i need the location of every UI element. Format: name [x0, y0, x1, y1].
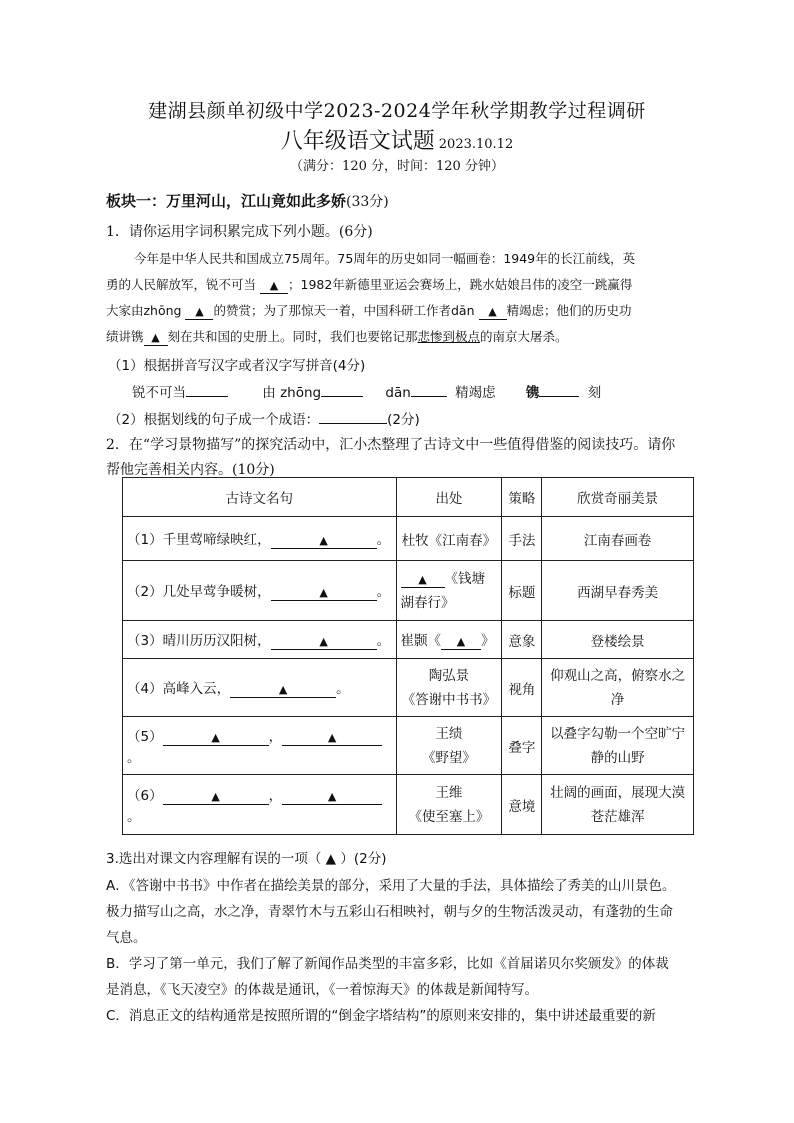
- poem-line-cell: [123, 659, 397, 717]
- triangle-marker: ▲: [488, 305, 497, 318]
- sub2-label: （2）根据划线的句子成一个成语：: [108, 412, 320, 428]
- row-number: （4）: [127, 681, 163, 697]
- triangle-marker: ▲: [418, 572, 427, 586]
- score-time: （满分：120 分，时间：120 分钟）: [290, 159, 504, 174]
- section-points: (33分): [346, 194, 389, 210]
- q3-option-a-line3: 气息。: [106, 930, 147, 946]
- passage-text: 勇的人民解放军，锐不可当: [106, 277, 257, 292]
- source-cell: [396, 561, 502, 621]
- q1-passage-line2: [106, 275, 632, 294]
- answer-blank[interactable]: [282, 730, 382, 746]
- scene-text: 苍茫雄浑: [590, 808, 645, 825]
- triangle-marker: ▲: [456, 635, 466, 648]
- scene-text: 仰观山之高，俯察水之: [550, 667, 686, 684]
- passage-text: 的赞赏；为了那惊天一着，中国科研工作者dān: [213, 303, 475, 318]
- item-text: 锐不可当: [132, 385, 186, 401]
- table-row: [123, 621, 694, 659]
- passage-text: 绩讲镌: [106, 329, 144, 344]
- row-number: （3）: [127, 633, 163, 649]
- scene-cell: 江南春画卷: [542, 517, 694, 561]
- q1-sub1-items: [132, 381, 601, 401]
- school-title: 建湖县颜单初级中学2023-2024学年秋学期教学过程调研: [148, 100, 646, 122]
- answer-blank[interactable]: [271, 585, 377, 601]
- q2-stem-line1: 2．在“学习景物描写”的探究活动中，汇小杰整理了古诗文中一些值得借鉴的阅读技巧。请你: [106, 437, 676, 453]
- q1-passage-line4: [106, 327, 568, 346]
- poem-line: 高峰入云，: [162, 681, 231, 697]
- answer-blank[interactable]: [479, 304, 507, 320]
- source-text: 湖春行》: [400, 594, 455, 611]
- q1-sub2: [108, 408, 420, 428]
- answer-line[interactable]: [186, 384, 228, 397]
- exam-title: 八年级语文试题: [280, 129, 435, 154]
- q3-option-a-line2: 极力描写山之高，水之净，青翠竹木与五彩山石相映衬，朝与夕的生物活泼灵动，有蓬勃的生命: [106, 904, 673, 920]
- answer-blank[interactable]: [163, 789, 269, 805]
- underlined-phrase: 悲惨到极点: [417, 329, 481, 344]
- scene-text: 以叠字勾勒一个空旷宁: [550, 725, 686, 742]
- strategy-cell: 叠字: [502, 717, 542, 775]
- answer-blank[interactable]: [163, 730, 269, 746]
- answer-blank[interactable]: [401, 572, 445, 588]
- strategy-cell: 标题: [502, 561, 542, 621]
- strategy-cell: 意象: [502, 621, 542, 659]
- triangle-marker: ▲: [151, 331, 160, 344]
- row-number: （2）: [127, 584, 163, 600]
- answer-blank[interactable]: [441, 634, 481, 650]
- punct: 。: [127, 750, 141, 766]
- scene-text: 净: [610, 691, 625, 708]
- source-text: 》: [481, 633, 495, 649]
- answer-blank[interactable]: [271, 533, 377, 549]
- scene-text: 壮阔的画面，展现大漠: [550, 784, 686, 801]
- answer-blank[interactable]: [230, 682, 336, 698]
- row-number: （1）: [127, 532, 163, 548]
- table-row: [123, 517, 694, 561]
- q3-option-a-line1: A．《答谢中书书》中作者在描绘美景的部分，采用了大量的手法，具体描绘了秀美的山川景色。: [106, 878, 676, 894]
- scene-text: 静的山野: [590, 749, 645, 766]
- passage-text: 刻在共和国的史册上。同时，我们也要铭记那: [167, 329, 418, 344]
- scene-cell: 西湖早春秀美: [542, 561, 694, 621]
- triangle-marker: ▲: [319, 534, 328, 547]
- item-text: 精竭虑: [455, 385, 496, 401]
- exam-title-line: [0, 124, 794, 155]
- passage-text: 的南京大屠杀。: [480, 329, 568, 344]
- source-text: 杜牧《江南春》: [401, 532, 497, 549]
- header-cell: 出处: [396, 478, 502, 517]
- section-title-text: 板块一：万里河山，江山竟如此多娇: [106, 192, 347, 210]
- answer-blank[interactable]: [144, 330, 168, 346]
- punct: 。: [376, 633, 391, 649]
- passage-text: 大家由zhōng: [106, 303, 182, 318]
- triangle-marker: ▲: [319, 635, 328, 648]
- poem-line: 晴川历历汉阳树，: [162, 633, 271, 649]
- triangle-marker: ▲: [319, 586, 328, 599]
- triangle-marker: ▲: [327, 790, 337, 803]
- table-row: [123, 561, 694, 621]
- source-cell: [396, 621, 502, 659]
- passage-text: 精竭虑；他们的历史功: [506, 303, 632, 318]
- source-cell: [396, 517, 502, 561]
- strategy-cell: 手法: [502, 517, 542, 561]
- strategy-cell: 意境: [502, 775, 542, 835]
- triangle-marker: ▲: [269, 279, 279, 292]
- source-cell: [396, 775, 502, 835]
- source-text: 《答谢中书书》: [401, 691, 497, 708]
- answer-line[interactable]: [321, 384, 363, 397]
- poem-line: 几处早莺争暖树，: [162, 584, 271, 600]
- row-number: （5）: [127, 729, 163, 745]
- source-cell: [396, 717, 502, 775]
- source-text: 崔颢《: [400, 633, 442, 649]
- punct: 。: [376, 532, 391, 548]
- sub2-points: (2分): [387, 412, 420, 428]
- table-row: [123, 717, 694, 775]
- section-title: [106, 190, 389, 211]
- q3-option-c-line1: C．消息正文的结构通常是按照所谓的“倒金字塔结构”的原则来安排的，集中讲述最重要的新: [106, 1008, 656, 1024]
- triangle-marker: ▲: [211, 731, 220, 744]
- table-header-row: [123, 478, 694, 517]
- q2-stem-line2: 帮他完善相关内容。(10分): [106, 462, 275, 478]
- poem-line-cell: [123, 517, 397, 561]
- triangle-marker: ▲: [195, 305, 204, 318]
- punct: ，: [268, 788, 283, 804]
- poem-line-cell: [123, 775, 397, 835]
- answer-blank[interactable]: [271, 634, 377, 650]
- scene-cell: 登楼绘景: [542, 621, 694, 659]
- poem-line-cell: [123, 717, 397, 775]
- answer-blank[interactable]: [260, 278, 288, 294]
- source-cell: [396, 659, 502, 717]
- q1-passage-line3: [106, 301, 632, 320]
- source-text: 陶弘景: [428, 667, 470, 684]
- punct: 。: [376, 584, 391, 600]
- triangle-marker: ▲: [327, 731, 337, 744]
- source-text: 《使至塞上》: [408, 808, 490, 825]
- q1-stem: 1．请你运用字词积累完成下列小题。(6分): [106, 224, 373, 240]
- q3-option-b-line2: 是消息，《飞天凌空》的体裁是通讯，《一着惊海天》的体裁是新闻特写。: [106, 982, 538, 998]
- table-row: [123, 775, 694, 835]
- poem-table: [122, 477, 694, 835]
- triangle-marker: ▲: [211, 790, 220, 803]
- answer-blank[interactable]: [185, 304, 213, 320]
- scene-cell: [542, 659, 694, 717]
- item-text: 刻: [587, 385, 602, 401]
- item-text: dān: [385, 385, 411, 401]
- poem-line-cell: [123, 621, 397, 659]
- answer-blank[interactable]: [282, 789, 382, 805]
- header-cell: 古诗文名句: [123, 478, 397, 517]
- row-number: （6）: [127, 788, 163, 804]
- answer-line[interactable]: [319, 411, 387, 424]
- header-cell: 策略: [502, 478, 542, 517]
- q3-stem: 3.选出对课文内容理解有误的一项（ ▲ ）(2分): [106, 851, 387, 867]
- item-text: 镌: [525, 385, 540, 401]
- answer-line[interactable]: [411, 384, 447, 397]
- table-row: [123, 659, 694, 717]
- q3-option-b-line1: B．学习了第一单元，我们了解了新闻作品类型的丰富多彩，比如《首届诺贝尔奖颁发》的体裁: [106, 956, 669, 972]
- passage-text: ；1982年新德里亚运会赛场上，跳水姑娘吕伟的凌空一跳赢得: [288, 277, 633, 292]
- source-text: 《野望》: [421, 749, 476, 766]
- punct: 。: [336, 681, 350, 697]
- strategy-cell: 视角: [502, 659, 542, 717]
- punct: 。: [127, 809, 141, 825]
- q1-sub1-label: （1）根据拼音写汉字或者汉字写拼音(4分): [108, 358, 366, 374]
- answer-line[interactable]: [539, 384, 579, 397]
- header-cell: 欣赏奇丽美景: [542, 478, 694, 517]
- source-text: 王维: [435, 784, 463, 801]
- source-text: 《钱塘: [444, 570, 486, 587]
- punct: ，: [268, 729, 283, 745]
- scene-cell: [542, 717, 694, 775]
- item-text: 由 zhōng: [262, 385, 322, 401]
- scene-cell: [542, 775, 694, 835]
- q1-passage-line1: 今年是中华人民共和国成立75周年。75周年的历史如同一幅画卷：1949年的长江前线，英: [134, 251, 636, 266]
- exam-date: 2023.10.12: [438, 137, 514, 152]
- triangle-marker: ▲: [278, 683, 288, 696]
- poem-line-cell: [123, 561, 397, 621]
- source-text: 王绩: [435, 725, 463, 742]
- poem-line: 千里莺啼绿映红，: [162, 532, 271, 548]
